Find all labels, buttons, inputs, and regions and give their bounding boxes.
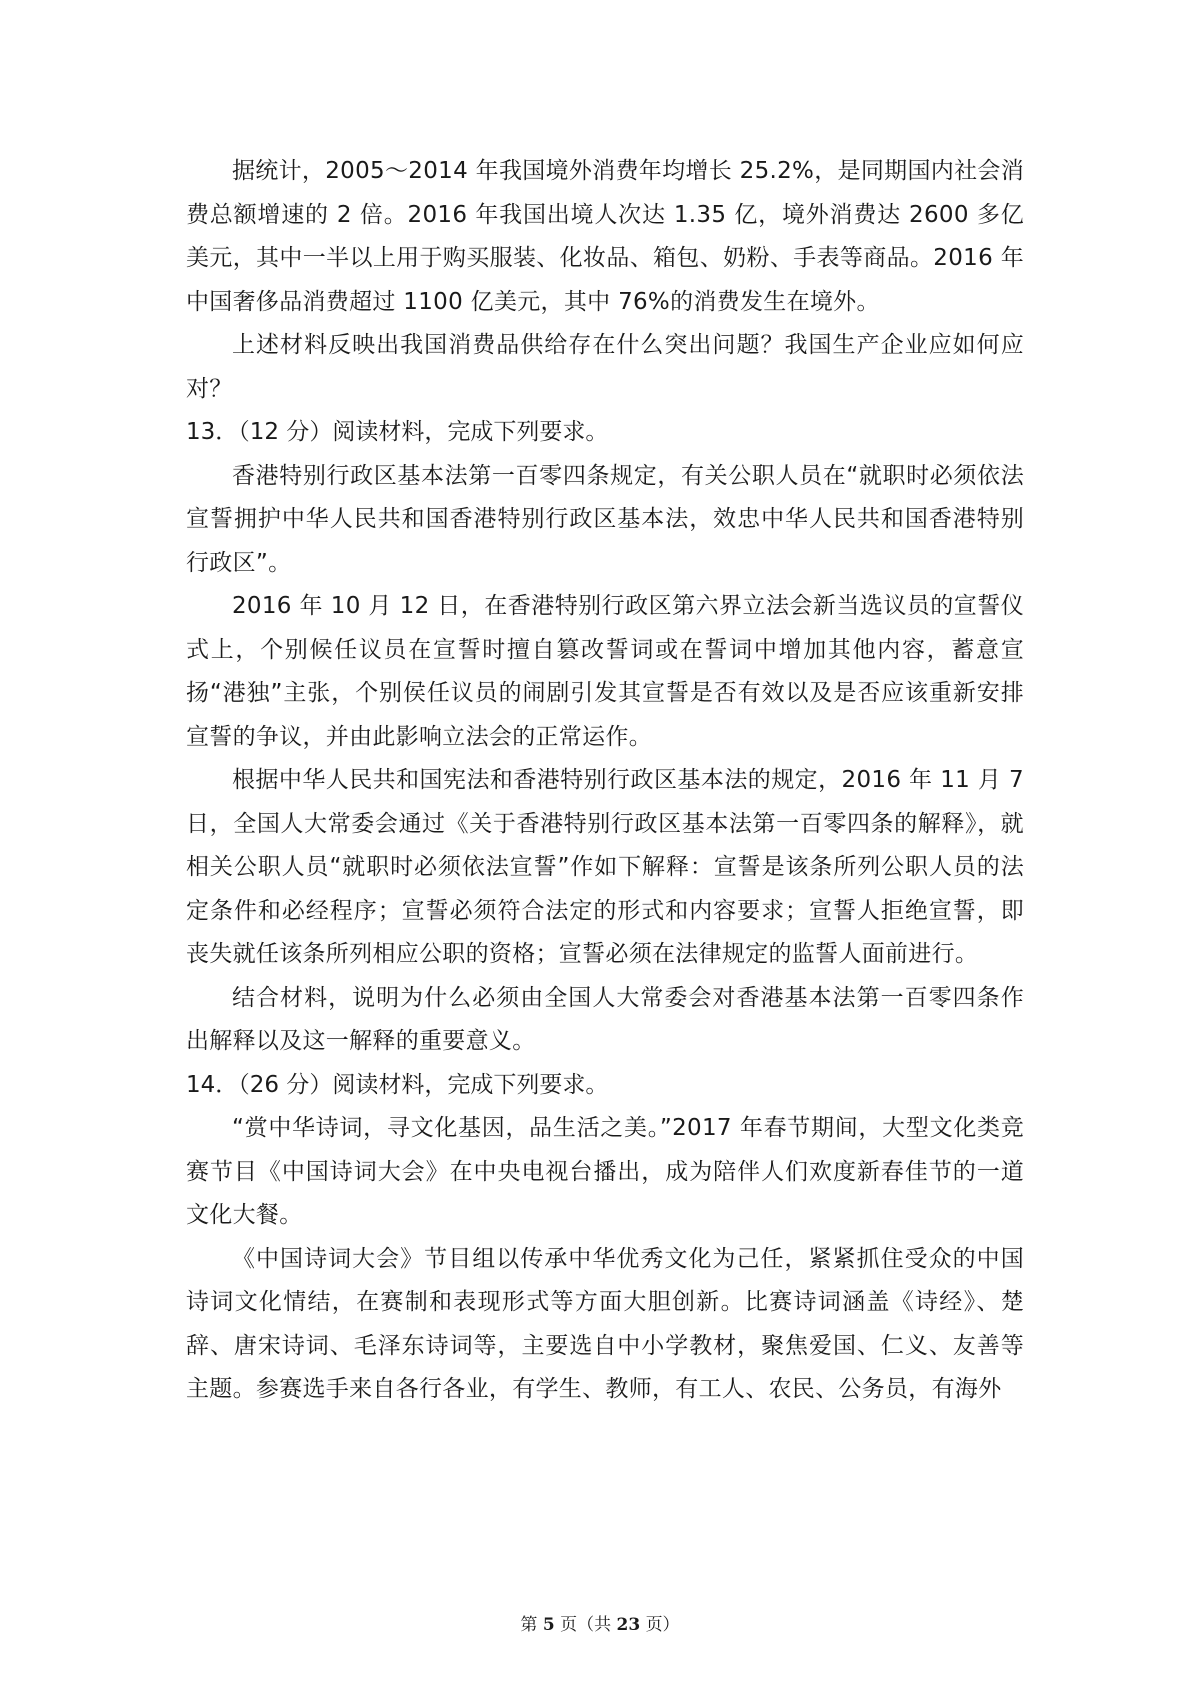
paragraph-program-innovation: 《中国诗词大会》节目组以传承中华优秀文化为己任，紧紧抓住受众的中国诗词文化情结，在赛制和表现形式等方面大胆创新。比赛诗词涵盖《诗经》、楚辞、唐宋诗词、毛泽东诗词等，主要选自中小学教材，聚焦爱国、仁义、友善等主题。参赛选手来自各行各业，有学生、教师，有工人、农民、公务员，有海外 <box>186 1245 1024 1402</box>
question-13-heading: 13．（12 分）阅读材料，完成下列要求。 <box>186 419 609 445</box>
footer-suffix: 页） <box>645 1615 680 1635</box>
page-content <box>186 150 1024 1412</box>
footer-middle: 页（共 <box>560 1615 612 1635</box>
question-14-heading: 14．（26 分）阅读材料，完成下列要求。 <box>186 1071 609 1098</box>
footer-total-pages: 23 <box>616 1615 641 1635</box>
paragraph-question-12: 上述材料反映出我国消费品供给存在什么突出问题？我国生产企业应如何应对？ <box>186 332 1024 402</box>
paragraph-question-13: 结合材料，说明为什么必须由全国人大常委会对香港基本法第一百零四条作出解释以及这一解释的重要意义。 <box>186 984 1024 1054</box>
paragraph-overseas-consumption: 据统计，2005～2014 年我国境外消费年均增长 25.2%，是同期国内社会消费总额增速的 2 倍。2016 年我国出境人次达 1.35 亿，境外消费达 2600 多亿美元，其中一半以上用于购买服装、化妆品、箱包、奶粉、手表等商品。2016 年中国奢侈品消费超过 1100 亿美元，其中 76%的消费发生在境外。 <box>186 158 1024 315</box>
footer-page-number: 5 <box>542 1615 555 1635</box>
paragraph-npc-interpretation: 根据中华人民共和国宪法和香港特别行政区基本法的规定，2016 年 11 月 7 日，全国人大常委会通过《关于香港特别行政区基本法第一百零四条的解释》，就相关公职人员“就职时必须依法宣誓”作如下解释：宣誓是该条所列公职人员的法定条件和必经程序；宣誓必须符合法定的形式和内容要求；宣誓人拒绝宣誓，即丧失就任该条所列相应公职的资格；宣誓必须在法律规定的监誓人面前进行。 <box>186 767 1024 967</box>
footer-prefix: 第 <box>520 1615 538 1635</box>
paragraph-oath-incident: 2016 年 10 月 12 日，在香港特别行政区第六界立法会新当选议员的宣誓仪式上，个别候任议员在宣誓时擅自篡改誓词或在誓词中增加其他内容，蓄意宣扬“港独”主张，个别侯任议员的闹剧引发其宣誓是否有效以及是否应该重新安排宣誓的争议，并由此影响立法会的正常运作。 <box>186 593 1024 750</box>
paragraph-basic-law-article-104: 香港特别行政区基本法第一百零四条规定，有关公职人员在“就职时必须依法宣誓拥护中华人民共和国香港特别行政区基本法，效忠中华人民共和国香港特别行政区”。 <box>186 462 1024 576</box>
paragraph-poetry-conference: “赏中华诗词，寻文化基因，品生活之美。”2017 年春节期间，大型文化类竞赛节目《中国诗词大会》在中央电视台播出，成为陪伴人们欢度新春佳节的一道文化大餐。 <box>186 1115 1024 1228</box>
page-footer <box>0 1610 1200 1635</box>
